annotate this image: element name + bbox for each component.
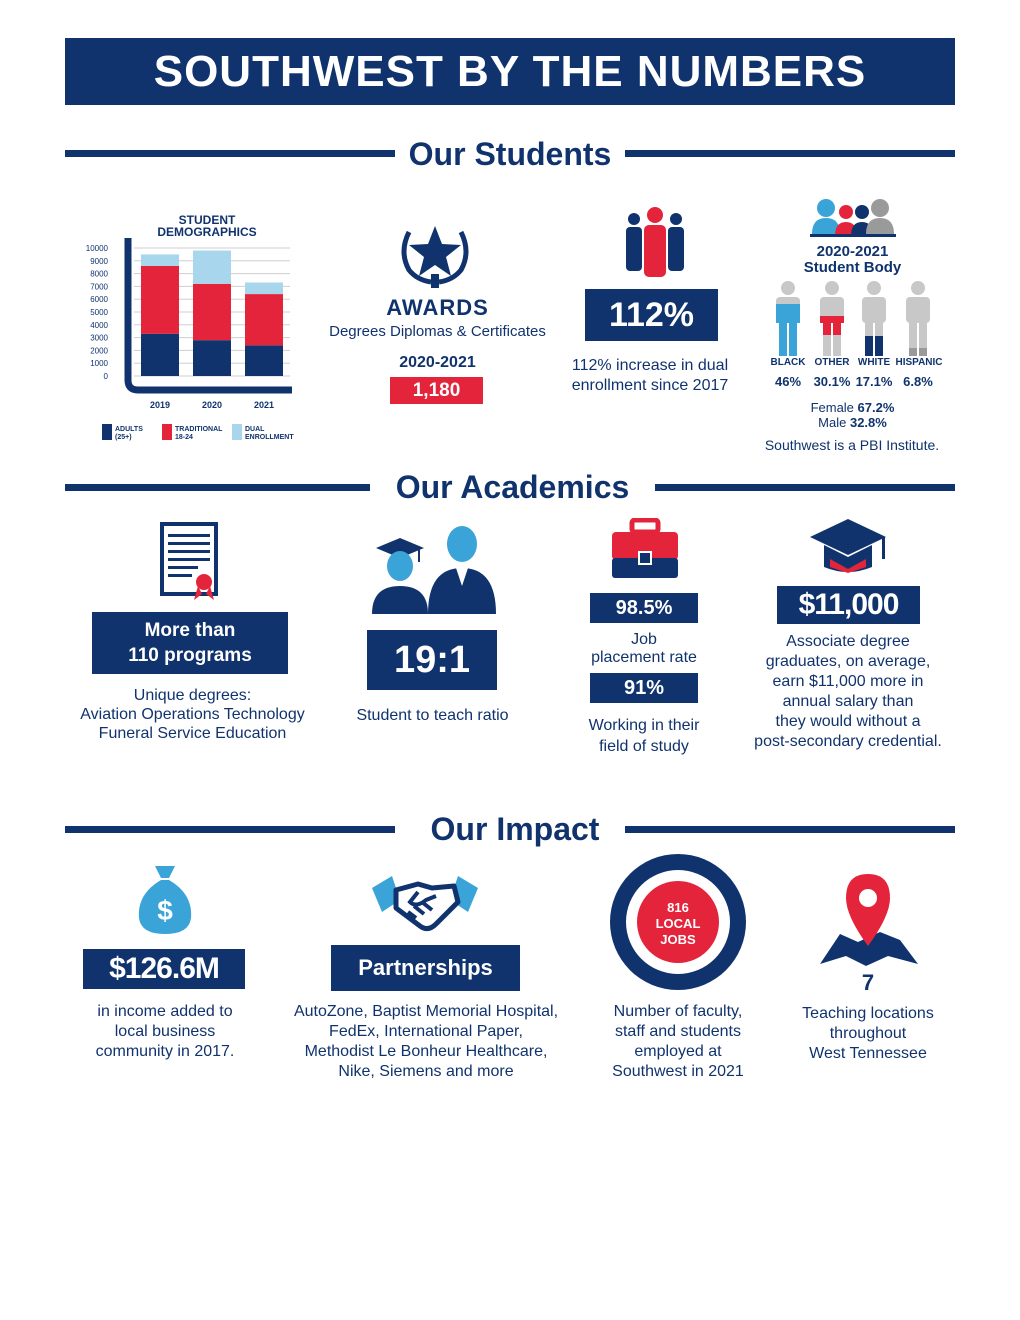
male-label: Male (818, 415, 847, 430)
field-caption-1: Working in their (588, 717, 700, 734)
partnerships-label: Partnerships (331, 945, 520, 991)
legend-label: TRADITIONAL (175, 426, 223, 433)
group-label-black: BLACK (770, 357, 806, 368)
x-tick-label: 2021 (253, 400, 275, 410)
svg-text:$: $ (157, 895, 173, 926)
partners-line-2: FedEx, International Paper, (329, 1023, 523, 1040)
salary-line-4: annual salary than (782, 693, 914, 710)
salary-line-2: graduates, on average, (765, 653, 931, 670)
male-stat (780, 415, 925, 430)
jobs-line-1: Number of faculty, (613, 1003, 743, 1020)
bar-2021-series-1 (245, 294, 283, 345)
section-title-academics: Our Academics (395, 469, 630, 505)
y-tick-label: 6000 (90, 295, 108, 305)
field-caption-2: field of study (599, 738, 689, 755)
placement-value: 98.5% (590, 593, 698, 623)
locations-line-3: West Tennessee (809, 1045, 927, 1062)
bar-2019-series-2 (141, 254, 179, 266)
section-divider-right (625, 150, 955, 157)
jobs-line-3: employed at (634, 1043, 722, 1060)
y-tick-label: 1000 (90, 359, 108, 369)
salary-line-3: earn $11,000 more in (772, 673, 924, 690)
y-tick-label: 8000 (90, 269, 108, 279)
page-title: SOUTHWEST BY THE NUMBERS (153, 46, 867, 96)
locations-line-1: Teaching locations (802, 1005, 934, 1022)
y-tick-label: 7000 (90, 282, 108, 292)
section-divider-left (65, 826, 395, 833)
ratio-caption: Student to teach ratio (356, 707, 509, 724)
placement-caption-2: placement rate (591, 649, 697, 666)
chart-title: STUDENT (178, 213, 236, 227)
section-divider-right (655, 484, 955, 491)
programs-box-line2: 110 programs (128, 645, 252, 666)
handshake-icon (370, 870, 480, 936)
female-value: 67.2% (857, 400, 895, 415)
income-line-2: local business (114, 1023, 216, 1040)
partners-line-3: Methodist Le Bonheur Healthcare, (304, 1043, 548, 1060)
bar-2019-series-0 (141, 334, 179, 376)
section-divider-left (65, 484, 370, 491)
legend-swatch (162, 424, 172, 440)
locations-line-2: throughout (829, 1025, 907, 1042)
bar-2019-series-1 (141, 266, 179, 334)
y-tick-label: 3000 (90, 333, 108, 343)
group-pct-hispanic: 6.8% (903, 374, 933, 389)
map-pin-icon (818, 872, 920, 968)
partners-line-4: Nike, Siemens and more (338, 1063, 514, 1080)
figure-other-icon (820, 281, 844, 356)
dual-enrollment-value: 112% (585, 289, 718, 341)
jobs-line-2: staff and students (614, 1023, 741, 1040)
salary-value: $11,000 (777, 586, 920, 624)
jobs-number: 816 (667, 900, 689, 915)
section-divider-left (65, 150, 395, 157)
bar-2020-series-1 (193, 284, 231, 340)
y-tick-label: 10000 (85, 244, 108, 253)
legend-swatch (102, 424, 112, 440)
locations-value: 7 (861, 970, 875, 995)
group-label-hispanic: HISPANIC (895, 357, 943, 368)
income-line-3: community in 2017. (95, 1043, 235, 1060)
income-value: $126.6M (83, 949, 245, 989)
student-teacher-icon (370, 522, 500, 617)
figure-white-icon (862, 281, 886, 356)
salary-line-5: they would without a (775, 713, 921, 730)
field-of-study-value: 91% (590, 673, 698, 703)
awards-value: 1,180 (390, 377, 483, 404)
laurel-star-icon (395, 212, 475, 292)
jobs-line-4: Southwest in 2021 (612, 1063, 744, 1080)
programs-line1: Unique degrees: (133, 687, 252, 704)
programs-line2: Aviation Operations Technology (80, 706, 305, 723)
awards-year: 2020-2021 (399, 354, 476, 371)
y-tick-label: 9000 (90, 256, 108, 266)
group-pct-white: 17.1% (855, 374, 893, 389)
student-body-title-2: Student Body (803, 259, 902, 276)
section-title-impact: Our Impact (430, 811, 600, 847)
group-pct-black: 46% (774, 374, 802, 389)
certificate-document-icon (158, 520, 220, 602)
salary-line-1: Associate degree (786, 633, 910, 650)
bar-2020-series-0 (193, 340, 231, 376)
programs-line3: Funeral Service Education (98, 725, 287, 742)
bar-2020-series-2 (193, 251, 231, 284)
legend-swatch (232, 424, 242, 440)
female-label: Female (810, 400, 854, 415)
placement-caption-1: Job (631, 631, 657, 648)
jobs-word-2: JOBS (660, 932, 696, 947)
figure-hispanic-icon (906, 281, 930, 356)
x-tick-label: 2019 (149, 400, 171, 410)
student-demographics-chart (70, 208, 310, 458)
jobs-word-1: LOCAL (655, 916, 701, 931)
awards-subheading: Degrees Diplomas & Certificates (329, 323, 546, 340)
money-bag-icon (135, 862, 195, 936)
dual-caption-2: enrollment since 2017 (571, 377, 729, 394)
group-label-other: OTHER (814, 357, 850, 368)
student-body-title-1: 2020-2021 (816, 243, 889, 260)
legend-label-line2: ENROLLMENT (245, 434, 294, 441)
graduation-cap-icon (808, 517, 888, 579)
y-tick-label: 5000 (90, 308, 108, 317)
group-pct-other: 30.1% (813, 374, 851, 389)
pbi-note: Southwest is a PBI Institute. (764, 437, 940, 453)
chart-title-line2: DEMOGRAPHICS (157, 225, 257, 239)
section-title-students: Our Students (408, 136, 612, 172)
people-group-icon (620, 205, 690, 280)
section-divider-right (625, 826, 955, 833)
student-body-people-icon (808, 196, 898, 238)
y-tick-label: 0 (103, 372, 108, 381)
bar-2021-series-2 (245, 283, 283, 295)
group-label-white: WHITE (857, 357, 891, 368)
student-body-figures (770, 280, 950, 358)
briefcase-icon (610, 518, 680, 580)
female-stat (780, 400, 925, 415)
figure-black-icon (776, 281, 800, 356)
male-value: 32.8% (849, 415, 887, 430)
programs-box (92, 612, 288, 674)
legend-label: ADULTS (115, 426, 143, 433)
bar-2021-series-0 (245, 345, 283, 376)
y-tick-label: 2000 (90, 346, 108, 356)
dual-caption-1: 112% increase in dual (571, 357, 729, 374)
salary-line-6: post-secondary credential. (754, 733, 942, 750)
programs-box-line1: More than (144, 620, 236, 641)
y-tick-label: 4000 (90, 320, 108, 330)
legend-label-line2: (25+) (115, 434, 132, 441)
page-title-banner (65, 38, 955, 105)
income-line-1: in income added to (97, 1003, 233, 1020)
awards-heading: AWARDS (386, 295, 489, 320)
legend-label-line2: 18-24 (175, 434, 193, 441)
ratio-value: 19:1 (367, 630, 497, 690)
partners-line-1: AutoZone, Baptist Memorial Hospital, (293, 1003, 559, 1020)
legend-label: DUAL (245, 426, 265, 433)
x-tick-label: 2020 (201, 400, 223, 410)
